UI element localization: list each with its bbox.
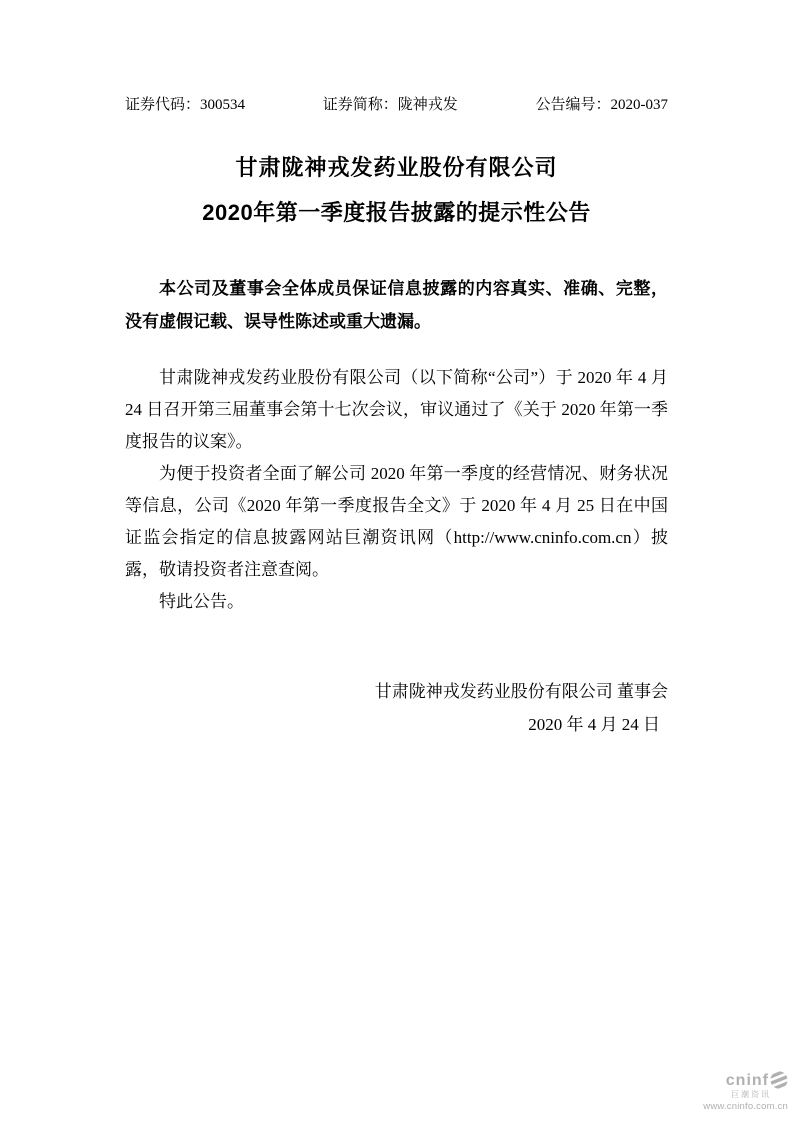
paragraph-report-disclosure: 为便于投资者全面了解公司 2020 年第一季度的经营情况、财务状况等信息，公司《2020 年第一季度报告全文》于 2020 年 4 月 25 日在中国证监会指定的信息披露网站巨潮资讯网（http://www.cninfo.com.cn）披露，敬请投资者注意查阅。 bbox=[125, 464, 668, 579]
closing-line: 特此公告。 bbox=[159, 592, 244, 611]
paragraph-board-meeting: 甘肃陇神戎发药业股份有限公司（以下简称“公司”）于 2020 年 4 月 24 日召开第三届董事会第十七次会议，审议通过了《关于 2020 年第一季度报告的议案》。 bbox=[125, 368, 668, 451]
document-header bbox=[125, 96, 668, 115]
cninfo-url: www.cninfo.com.cn bbox=[703, 1101, 788, 1112]
cninfo-swirl-icon bbox=[770, 1071, 788, 1089]
cninfo-chinese-name: 巨潮资讯 bbox=[731, 1090, 771, 1099]
signature-block bbox=[125, 676, 668, 742]
signature-date: 2020 年 4 月 24 日 bbox=[528, 715, 660, 734]
cninfo-watermark bbox=[703, 1071, 788, 1112]
company-title: 甘肃陇神戎发药业股份有限公司 bbox=[235, 155, 558, 180]
announcement-number: 公告编号：2020-037 bbox=[535, 97, 668, 113]
stock-name: 证券简称：陇神戎发 bbox=[322, 97, 458, 113]
disclosure-statement: 本公司及董事会全体成员保证信息披露的内容真实、准确、完整，没有虚假记载、误导性陈述或重大遗漏。 bbox=[125, 279, 668, 331]
announcement-title: 2020年第一季度报告披露的提示性公告 bbox=[202, 200, 591, 225]
signature-company: 甘肃陇神戎发药业股份有限公司 董事会 bbox=[374, 682, 668, 701]
cninfo-brand-text: cninf bbox=[725, 1071, 769, 1089]
stock-code: 证券代码：300534 bbox=[125, 97, 246, 113]
cninfo-brand-row bbox=[703, 1071, 788, 1089]
